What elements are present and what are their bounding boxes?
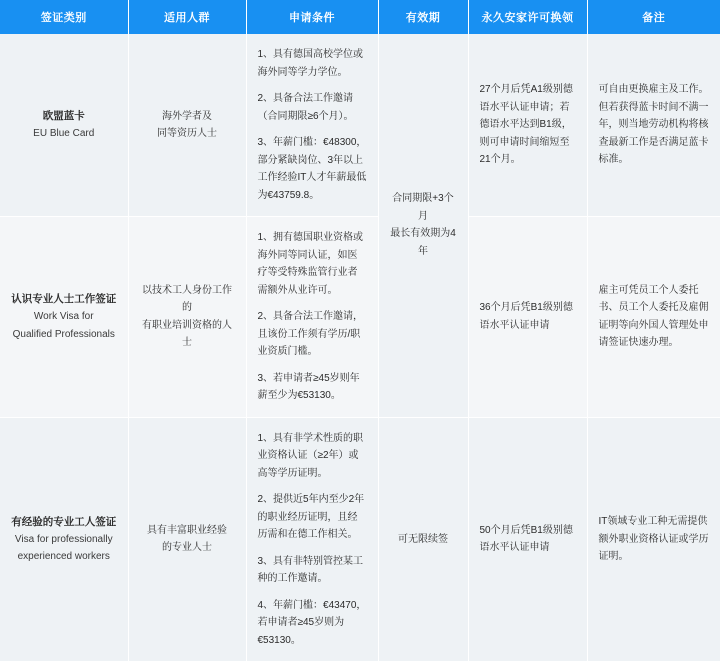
cell-visa-category (0, 417, 128, 662)
condition-item: 2、具备合法工作邀请（合同期限≥6个月）。 (257, 93, 354, 122)
header-target-audience: 适用人群 (128, 0, 246, 34)
cell-application-conditions (246, 34, 378, 217)
category-name-en: Work Visa for Qualified Professionals (12, 311, 115, 340)
header-validity: 有效期 (378, 0, 468, 34)
cell-target-audience: 以技术工人身份工作的 有职业培训资格的人士 (128, 217, 246, 418)
table-row (0, 217, 720, 418)
cell-target-audience: 海外学者及 同等资历人士 (128, 34, 246, 217)
cell-application-conditions (246, 417, 378, 662)
cell-application-conditions (246, 217, 378, 418)
cell-visa-category (0, 217, 128, 418)
category-name-en: Visa for professionally experienced workers (14, 533, 113, 563)
condition-item: 1、拥有德国职业资格或海外同等同认证，如医疗等受特殊监管行业者需额外从业许可。 (257, 232, 364, 296)
table-header (0, 0, 720, 34)
cell-remarks: 雇主可凭员工个人委托书、员工个人委托及雇佣证明等向外国人管理处申请签证快速办理。 (587, 217, 720, 418)
cell-validity-merged: 合同期限+3个月 最长有效期为4年 (378, 34, 468, 417)
category-name-en: EU Blue Card (33, 128, 95, 140)
condition-item: 1、具有德国高校学位或海外同等学力学位。 (257, 49, 364, 78)
table-header-row (0, 0, 720, 34)
table-body (0, 34, 720, 662)
cell-remarks: IT领域专业工种无需提供额外职业资格认证或学历证明。 (587, 417, 720, 662)
category-name-cn: 认识专业人士工作签证 (11, 293, 117, 306)
condition-item: 3、具有非特别管控某工种的工作邀请。 (257, 555, 364, 584)
cell-target-audience: 具有丰富职业经验 的专业人士 (128, 417, 246, 662)
category-name-cn: 有经验的专业工人签证 (11, 515, 117, 528)
table-row (0, 417, 720, 662)
header-remarks: 备注 (587, 0, 720, 34)
table-row (0, 34, 720, 217)
header-permanent-residence: 永久安家许可换领 (468, 0, 587, 34)
cell-permanent-residence: 50个月后凭B1级别德语水平认证申请 (468, 417, 587, 662)
cell-permanent-residence: 27个月后凭A1级别德语水平认证申请；若德语水平达到B1级，则可申请时间缩短至21个月。 (468, 34, 587, 217)
cell-validity: 可无限续签 (378, 417, 468, 662)
condition-item: 3、若申请者≥45岁则年薪至少为€53130。 (257, 372, 360, 401)
category-name-cn: 欧盟蓝卡 (42, 110, 85, 123)
condition-item: 2、具备合法工作邀请，且该份工作须有学历/职业资质门槛。 (257, 311, 364, 357)
condition-item: 1、具有非学术性质的职业资格认证（≥2年）或高等学历证明。 (257, 432, 364, 479)
condition-item: 2、提供近5年内至少2年的职业经历证明，且经历需和在德工作相关。 (257, 494, 365, 540)
condition-item: 3、年薪门槛：€48300，部分紧缺岗位、3年以上工作经验IT人才年薪最低为€43759.8。 (257, 137, 367, 201)
cell-remarks: 可自由更换雇主及工作。但若获得蓝卡时间不满一年，则当地劳动机构将核查最新工作是否满足蓝卡标准。 (587, 34, 720, 217)
header-visa-category: 签证类别 (0, 0, 128, 34)
header-application-conditions: 申请条件 (246, 0, 378, 34)
condition-item: 4、年薪门槛：€43470，若申请者≥45岁则为€53130。 (257, 599, 367, 646)
cell-permanent-residence: 36个月后凭B1级别德语水平认证申请 (468, 217, 587, 418)
cell-visa-category (0, 34, 128, 217)
